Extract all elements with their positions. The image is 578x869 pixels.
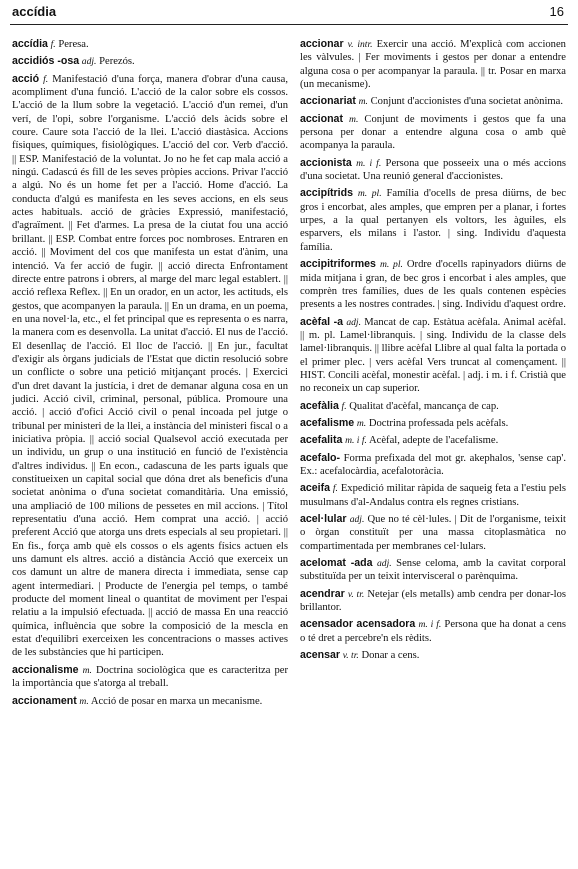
right-column xyxy=(300,38,566,666)
dictionary-entry xyxy=(12,73,288,660)
grammar-label: m. xyxy=(79,695,89,707)
headword: accionat xyxy=(300,112,343,125)
grammar-label: m. xyxy=(349,113,359,125)
dictionary-entry xyxy=(300,618,566,645)
headword: accídia xyxy=(12,38,48,50)
definition: Exercir una acció. M'explicà com accionen les vàlvules. | Fer moviments i gestos per donar a entendre alguna cosa o per acompanyar la paraula. || tr. Posar en marxa (un mecanisme). xyxy=(300,39,566,91)
dictionary-entry xyxy=(300,649,566,662)
headword: accipitriformes xyxy=(300,258,376,271)
headword: acefalita xyxy=(300,434,343,447)
dictionary-entry xyxy=(300,513,566,553)
grammar-label: m. xyxy=(356,417,367,429)
dictionary-entry xyxy=(300,157,566,184)
page-header xyxy=(0,0,578,26)
grammar-label: adj. xyxy=(349,514,365,525)
definition: Acèfal, adepte de l'acefalisme. xyxy=(369,435,499,447)
grammar-label: v. tr. xyxy=(347,588,365,600)
grammar-label: v. intr. xyxy=(347,39,373,50)
headword: acel·lular xyxy=(300,513,347,525)
dictionary-entry xyxy=(300,434,566,447)
grammar-label: m. pl. xyxy=(379,259,403,271)
definition: Família d'ocells de presa diürns, de bec gros i encorbat, ales amples, que empren per a planar, i fortes urpes, a la qual pertanyen els voltors, les àguiles, els esparvers, els milans i l'astor. | sing. Individu d'aquesta família. xyxy=(300,188,566,253)
headword: accionar xyxy=(300,38,344,50)
grammar-label: m. i f. xyxy=(345,435,367,447)
page-number: 16 xyxy=(549,4,564,19)
grammar-label: adj. xyxy=(81,56,97,68)
grammar-label: m. i f. xyxy=(356,157,382,169)
definition: Netejar (els metalls) amb cendra per donar-los brillantor. xyxy=(300,588,566,614)
grammar-label: m. xyxy=(82,664,92,676)
grammar-label: f. xyxy=(50,39,56,50)
grammar-label: m. i f. xyxy=(418,619,442,631)
grammar-label: m. xyxy=(358,96,368,108)
header-rule xyxy=(10,24,568,25)
headword: acefàlia xyxy=(300,399,339,412)
definition: Conjunt d'accionistes d'una societat anònima. xyxy=(370,96,563,108)
definition: Doctrina sociològica que es caracteritza per la importància que s'atorga al treball. xyxy=(12,664,289,690)
headword: acció xyxy=(12,72,40,85)
grammar-label: adj. xyxy=(346,316,361,328)
definition: Manifestació d'una força, manera d'obrar d'una causa, acompliment d'una funció. L'acció de la calor sobre els cossos. L'acció de la llum sobre la vegetació. L'acció d'un remei, d'un verí, de l'opi, sobre l'organisme. L'acció dels àcids sobre el coure. Caure sota l'acció de la llei. L'acció diastàsica. Accions físiques, químiques, fisiològiques. L'acció del cor. Verb d'acció. || ESP. Manifestació de la voluntat. Jo no he fet cap mala acció a ningú. Cadascú és fill de les seves pròpies accions. Privar l'acció a algú. No és un home fet per a l'acció. Home d'acció. La conducta d'algú es manifesta en les seves accions, en els seus actes habituals. acció de gràcies Expressió, manifestació, d'agraïment. || Fet d'armes. La presa de la ciutat fou una acció brillant. || ESP. Combat entre forces poc nombroses. Entraren en acció. || Moviment del cos que manifesta un estat d'ànim, una intenció. Va fer acció de fugir. || acció directa Enfrontament directe entre patrons i obrers, al marge del marc legal establert. || acció reflexa Reflex. || En un orador, en un actor, les actituds, els gestos, que acompanyen la paraula. || En un drama, en un poema, en una novel·la, etc., el fet principal que es representa o es narra, la manera com es desenvolla. La unitat d'acció. El nus de l'acció. El desenllaç de l'acció. El lloc de l'acció. || En jur., facultat d'exigir als òrgans judicials de l'Estat que dictin resolució sobre un conflicte o sobre una petició mitjançant procés. | Exercici d'un dret davant la justícia, i dret de demanar alguna cosa en un judici. Acció civil, criminal, personal, pública. Promoure una acció. | acció d'ofici Acció civil o penal incoada pel jutge o tribunal per ministeri de la llei, a instància del ministeri fiscal o a iniciativa pròpia. || acció social Qualsevol acció executada per un individu, un grup o una institució en funció de l'existència d'altres individus. || En econ., cadascuna de les parts iguals que constitueixen un capital social que dóna dret als beneficis d'una societat anònima o d'una societat comanditària. Una emissió, una ampliació de 100 milions de pessetes en mil accions. | Títol representatiu d'una acció. Hem comprat una acció. | acció preferent Acció que atorga uns drets especials al seu propietari. || En fis., força amb què els cossos o els agents físics actuen els uns damunt els altres. acció a distància Acció que exerceix un cos damunt un altre de manera directa i immediata, sense cap agent intermediari. | Producte de l'energia pel temps, o també producte del moment lineal o quantitat de moviment per l'espai relatiu a la impulsió efectuada. || acció de massa En una reacció química, influència que sobre la composició de la mescla en estat d'equilibri exerceixen les concentracions o masses actives de les substàncies que hi participen. xyxy=(12,73,288,659)
dictionary-entry xyxy=(300,95,566,108)
dictionary-entry xyxy=(300,400,566,413)
dictionary-entry xyxy=(300,38,566,91)
dictionary-entry xyxy=(300,417,566,430)
definition: Sense celoma, amb la cavitat corporal substituïda per un teixit intervisceral o parènquima. xyxy=(300,558,566,583)
dictionary-entry xyxy=(300,258,566,311)
headword: accionariat xyxy=(300,95,356,108)
dictionary-entry xyxy=(12,664,288,691)
definition: Forma prefixada del mot gr. akephalos, 'sense cap'. Ex.: acefalocàrdia, acefalotoràcia. xyxy=(300,452,566,477)
dictionary-entry xyxy=(300,316,566,396)
definition: Persona que ha donat a cens o té dret a percebre'n els rèdits. xyxy=(300,619,566,644)
dictionary-entry xyxy=(300,557,566,584)
left-column xyxy=(12,38,288,712)
grammar-label: v. tr. xyxy=(342,650,359,662)
headword: accionista xyxy=(300,156,352,169)
definition: Perezós. xyxy=(99,56,135,68)
headword: acelomat -ada xyxy=(300,557,373,570)
definition: Doctrina professada pels acèfals. xyxy=(368,417,509,429)
headword: accionament xyxy=(12,694,77,707)
dictionary-entry xyxy=(300,452,566,479)
headword: accidiós -osa xyxy=(12,55,80,68)
definition: Donar a cens. xyxy=(361,650,420,662)
grammar-label: adj. xyxy=(377,558,392,570)
definition: Acció de posar en marxa un mecanisme. xyxy=(90,695,263,707)
dictionary-entry xyxy=(12,38,288,51)
dictionary-entry xyxy=(300,482,566,509)
grammar-label: f. xyxy=(43,73,49,85)
headword: aceifa xyxy=(300,482,331,495)
headword: acensar xyxy=(300,649,341,662)
headword: acendrar xyxy=(300,587,345,600)
dictionary-entry xyxy=(12,695,288,708)
definition: Expedició militar ràpida de saqueig feta a l'estiu pels musulmans d'al-Andalus contra els regnes cristians. xyxy=(300,483,566,508)
definition: Persona que posseeix una o més accions d'una societat. Una reunió general d'accionistes. xyxy=(300,157,566,183)
definition: Qualitat d'acèfal, mancança de cap. xyxy=(349,400,499,412)
dictionary-entry xyxy=(300,588,566,615)
definition: Peresa. xyxy=(58,39,89,50)
dictionary-entry xyxy=(300,113,566,153)
grammar-label: f. xyxy=(332,483,338,495)
guide-word: accídia xyxy=(12,4,57,19)
headword: acensador acensadora xyxy=(300,618,416,631)
grammar-label: m. pl. xyxy=(357,188,382,200)
grammar-label: f. xyxy=(341,400,347,412)
headword: accipítrids xyxy=(300,187,353,200)
definition: Ordre d'ocells rapinyadors diürns de mida mitjana i gran, de bec gros i encorbat i ales amples, que comprèn tres famílies, dues de les quals contenen espècies presents a les nostres contrades. | sing. Individu d'aquest ordre. xyxy=(300,259,566,311)
headword: acefalisme xyxy=(300,416,355,429)
headword: accionalisme xyxy=(12,663,79,676)
dictionary-entry xyxy=(300,187,566,254)
headword: acèfal -a xyxy=(300,315,344,328)
headword: acefalo- xyxy=(300,451,341,464)
definition: Mancat de cap. Estàtua acèfala. Animal acèfal. || m. pl. Lamel·libranquis. | sing. Individu de la classe dels lamel·libranquis. || llibre acèfal Llibre al qual falta la portada o el primer plec. | vers acèfal Vers truncat al començament. || HIST. Concili acèfal, monestir acèfal. | adj. i m. i f. Cristià que no reconeix un cap superior. xyxy=(300,316,566,395)
definition: Que no té cèl·lules. | Dit de l'organisme, teixit o òrgan constituït per una massa citoplasmàtica no compartimentada per membranes cel·lulars. xyxy=(300,514,566,552)
definition: Conjunt de moviments i gestos que fa una persona per donar a entendre alguna cosa o amb què acompanya la paraula. xyxy=(300,113,566,152)
dictionary-entry xyxy=(12,55,288,68)
